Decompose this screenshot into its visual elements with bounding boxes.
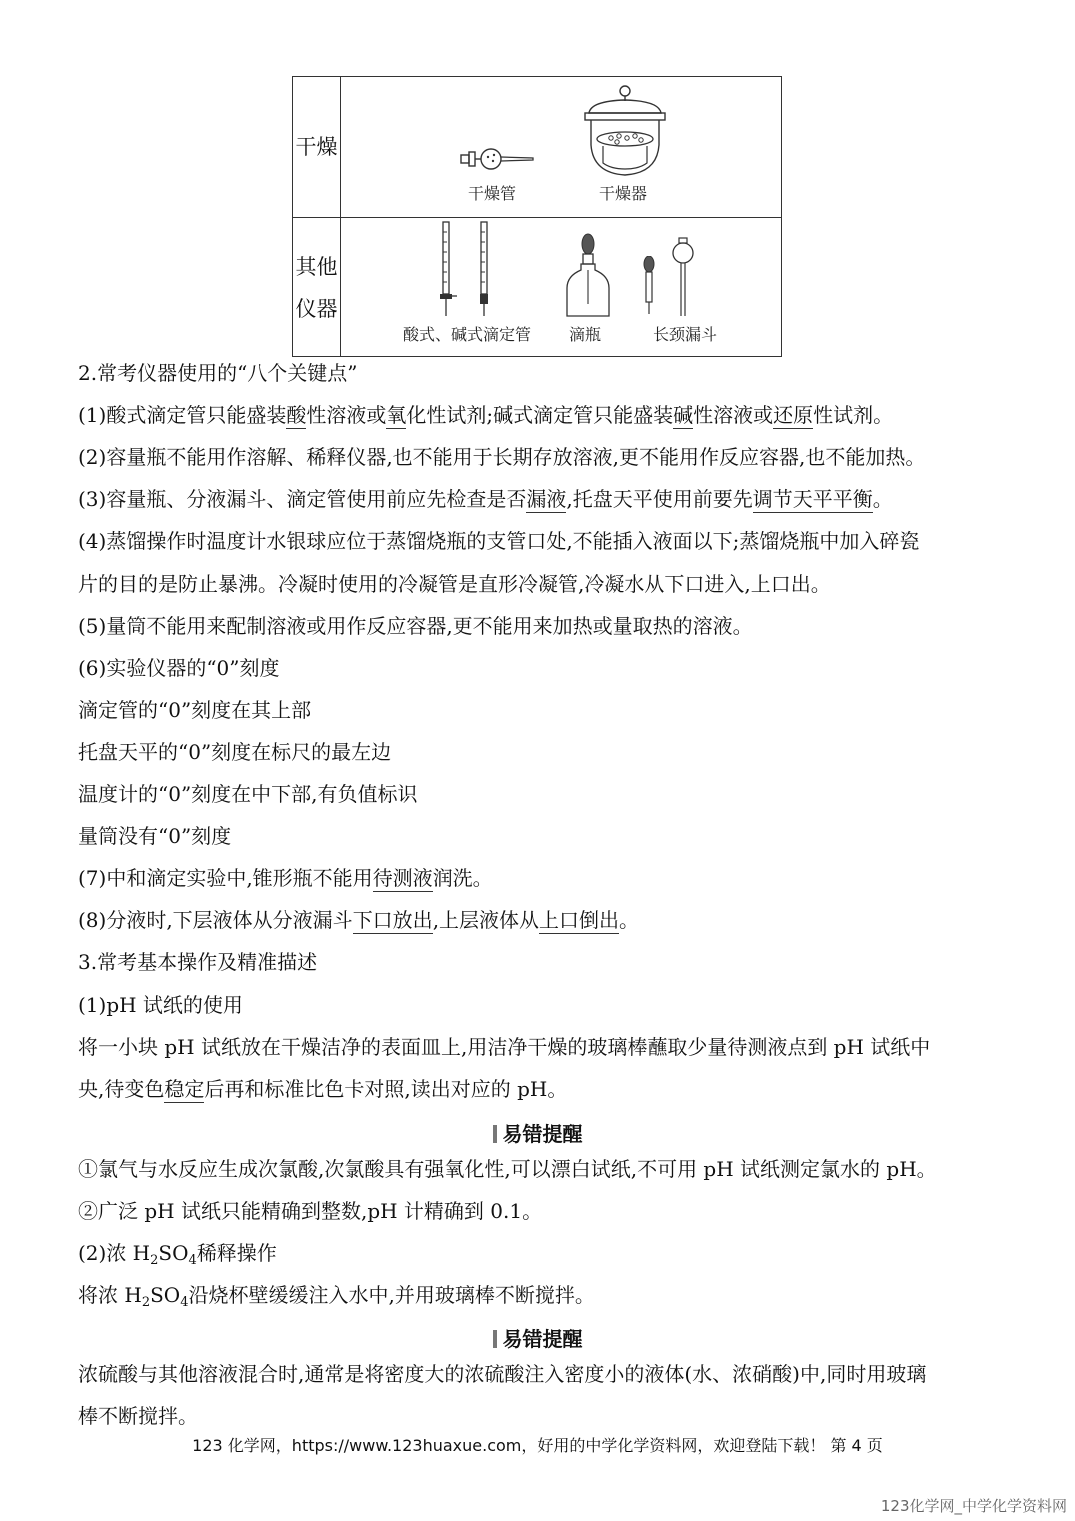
underlined-answer: 氧 [386,403,407,427]
watermark-text: 123化学网_中学化学资料网 [880,1497,1067,1515]
text-line [78,993,243,1017]
text-line [78,361,358,385]
tip-heading: 易错提醒 [0,1327,1075,1351]
text-segment: 托盘天平的“0”刻度在标尺的最左边 [78,740,392,764]
text-line [78,656,280,680]
burette-icon [433,220,503,322]
section-body: 将浓 $H_2SO_4$沿烧杯壁缓缓注入水中,并用玻璃棒不断搅拌。 [78,1283,595,1310]
text-segment: 滴定管的“0”刻度在其上部 [78,698,312,722]
text-segment: 润洗。 [432,866,493,890]
underlined-answer: 稳定 [164,1077,205,1101]
desiccator-icon [581,83,669,181]
caption-dropping-bottle: 滴瓶 [569,325,602,344]
text-segment: 量筒没有“0”刻度 [78,824,232,848]
text-segment: (3)容量瓶、分液漏斗、滴定管使用前应先检查是否 [78,487,527,511]
text-line [78,950,317,974]
text-segment: 性溶液或 [693,403,774,427]
text-line [78,740,391,764]
text-line [78,529,919,553]
underlined-answer: 碱 [673,403,694,427]
text-segment: (2)容量瓶不能用作溶解、稀释仪器,也不能用于长期存放溶液,更不能用作反应容器,也不能加热。 [78,445,926,469]
text-line [78,1077,567,1101]
text-segment: 性溶液或 [306,403,387,427]
text-segment: 2.常考仪器使用的“八个关键点” [78,361,358,385]
text-line [78,908,639,932]
text-segment: (4)蒸馏操作时温度计水银球应位于蒸馏烧瓶的支管口处,不能插入液面以下;蒸馏烧瓶中加入碎瓷 [78,529,920,553]
text-segment: 。 [619,908,640,932]
text-segment: 性试剂。 [813,403,894,427]
underlined-answer: 下口放出 [352,908,433,932]
drying-tube-icon [459,139,537,179]
text-line [78,1035,930,1059]
tip-line: ②广泛 pH 试纸只能精确到整数,pH 计精确到 0.1。 [78,1199,543,1223]
page-footer: 123 化学网，https://www.123huaxue.com，好用的中学化学资料网，欢迎登陆下载！ 第 4 页 [192,1436,883,1455]
dropping-bottle-icon [563,232,613,318]
category-label: 干燥 [295,135,338,159]
underlined-answer: 漏液 [526,487,567,511]
text-line [78,445,925,469]
text-segment: 3.常考基本操作及精准描述 [78,950,318,974]
text-line [78,572,831,596]
text-line [78,782,418,806]
underlined-answer: 酸 [286,403,307,427]
section-title: (2)浓 $H_2SO_4$稀释操作 [78,1241,277,1268]
text-line [78,403,893,427]
text-segment: 化性试剂;碱式滴定管只能盛装 [406,403,674,427]
underlined-answer: 上口倒出 [539,908,620,932]
underlined-answer: 还原 [773,403,814,427]
text-segment: (7)中和滴定实验中,锥形瓶不能用 [78,866,373,890]
category-label: 其他仪器 [295,254,338,321]
underlined-answer: 待测液 [372,866,433,890]
text-line [78,866,493,890]
text-segment: (6)实验仪器的“0”刻度 [78,656,280,680]
long-neck-funnel-icon [671,236,695,318]
text-segment: 。 [872,487,893,511]
heading-bar-icon [493,1330,497,1348]
text-line [78,487,893,511]
text-segment: ,托盘天平使用前要先 [566,487,753,511]
tip-line: 棒不断搅拌。 [78,1404,198,1428]
heading-bar-icon [493,1125,497,1143]
caption-drying-tube: 干燥管 [468,184,517,203]
table-row-drying [293,77,781,218]
instrument-table [292,76,782,357]
text-segment: 后再和标准比色卡对照,读出对应的 pH。 [204,1077,568,1101]
text-line [78,698,311,722]
text-segment: 将一小块 pH 试纸放在干燥洁净的表面皿上,用洁净干燥的玻璃棒蘸取少量待测液点到 pH 试纸中 [78,1035,931,1059]
tip-line: ①氯气与水反应生成次氯酸,次氯酸具有强氧化性,可以漂白试纸,不可用 pH 试纸测定氯水的 pH。 [78,1157,937,1181]
table-row-others [293,218,781,357]
text-line [78,614,753,638]
text-segment: 片的目的是防止暴沸。冷凝时使用的冷凝管是直形冷凝管,冷凝水从下口进入,上口出。 [78,572,831,596]
text-segment: (5)量筒不能用来配制溶液或用作反应容器,更不能用来加热或量取热的溶液。 [78,614,753,638]
tip-line: 浓硫酸与其他溶液混合时,通常是将密度大的浓硫酸注入密度小的液体(水、浓硝酸)中,同时用玻璃 [78,1362,927,1386]
category-cell [293,218,341,357]
caption-long-neck-funnel: 长颈漏斗 [653,325,718,344]
text-segment: (1)酸式滴定管只能盛装 [78,403,287,427]
text-segment: ,上层液体从 [432,908,540,932]
text-segment: (8)分液时,下层液体从分液漏斗 [78,908,353,932]
dropper-icon [641,256,657,316]
tip-heading: 易错提醒 [0,1122,1075,1146]
caption-burettes: 酸式、碱式滴定管 [403,325,532,344]
figure-cell [341,218,781,357]
text-segment: (1)pH 试纸的使用 [78,993,243,1017]
text-segment: 央,待变色 [78,1077,165,1101]
category-cell [293,77,341,217]
text-line [78,824,231,848]
figure-cell [341,77,781,217]
text-segment: 温度计的“0”刻度在中下部,有负值标识 [78,782,418,806]
underlined-answer: 调节天平平衡 [752,487,873,511]
caption-desiccator: 干燥器 [599,184,648,203]
